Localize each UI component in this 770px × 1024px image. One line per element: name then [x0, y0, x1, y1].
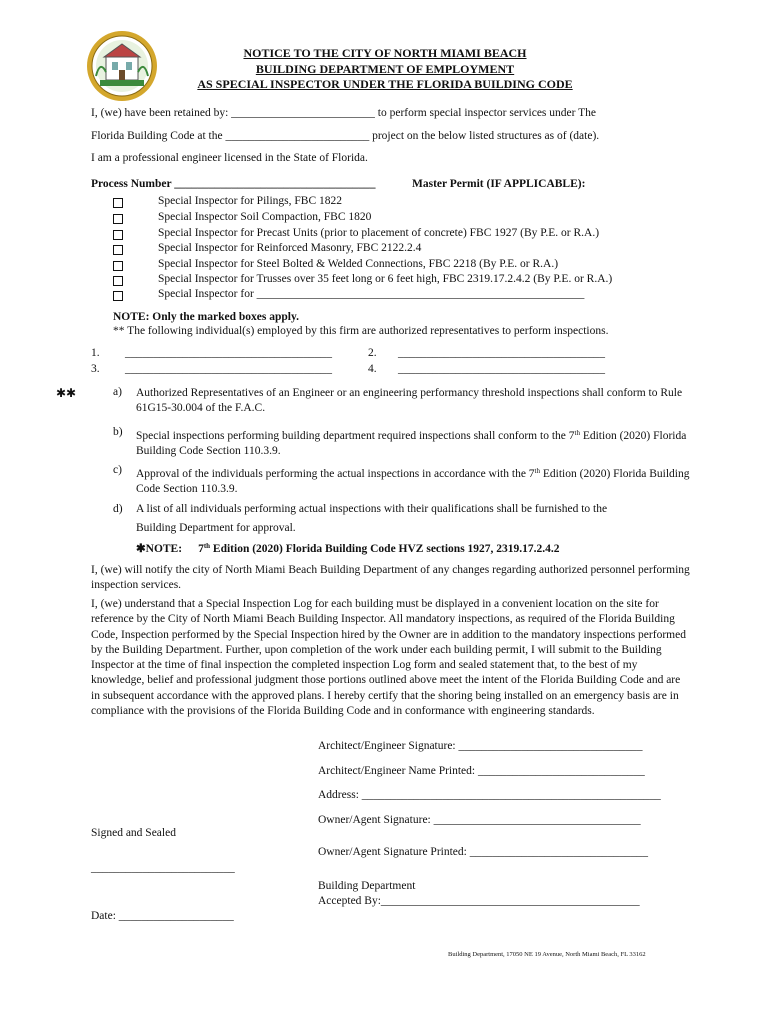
- individual-number: 2.: [368, 347, 377, 359]
- checkbox-pilings[interactable]: [113, 198, 123, 208]
- superscript: th: [574, 429, 580, 437]
- owner-printed-field[interactable]: Owner/Agent Signature Printed: _______________________________: [318, 846, 648, 858]
- clause-label: b): [113, 426, 123, 438]
- individual-number: 1.: [91, 347, 100, 359]
- clause-a-text: Authorized Representatives of an Engineer or an engineering performancy threshold inspections shall conform to Rule 61G15-30.004 of the F.A.C.: [136, 387, 683, 415]
- project-line: Florida Building Code at the _________________________ project on the below listed structures as of (date).: [91, 130, 600, 142]
- note-prefix: ✱NOTE:: [136, 543, 183, 555]
- stars-mark: ✱✱: [56, 386, 77, 400]
- inspection-item: Special Inspector for Reinforced Masonry, FBC 2122.2.4: [158, 242, 422, 254]
- clause-d-line1: A list of all individuals performing actual inspections with their qualifications shall be furnished to the: [136, 503, 608, 515]
- clause-c-part: Approval of the individuals performing the actual inspections in accordance with the 7: [136, 468, 535, 480]
- clause-d-line2: Building Department for approval.: [136, 522, 296, 534]
- inspection-item: Special Inspector for Precast Units (prior to placement of concrete) FBC 1927 (By P.E. or R.A.): [158, 227, 600, 239]
- checkbox-masonry[interactable]: [113, 245, 123, 255]
- signed-sealed-label: Signed and Sealed: [91, 827, 176, 839]
- accepted-by-field[interactable]: Accepted By:_____________________________________________: [318, 895, 640, 907]
- address-field[interactable]: Address: ____________________________________________________: [318, 789, 661, 801]
- note-rest: Edition (2020) Florida Building Code HVZ sections 1927, 2319.17.2.4.2: [210, 543, 560, 555]
- individual-blank: ____________________________________: [125, 363, 332, 375]
- inspection-item: Special Inspector for _________________________________________________________: [158, 288, 585, 300]
- date-field[interactable]: Date: ____________________: [91, 910, 234, 922]
- checkbox-steel[interactable]: [113, 261, 123, 271]
- process-number-field: Process Number ___________________________________: [91, 178, 376, 190]
- clause-c-text: [136, 464, 696, 498]
- checkbox-trusses[interactable]: [113, 276, 123, 286]
- building-dept-label: Building Department: [318, 880, 416, 892]
- title-line-1: NOTICE TO THE CITY OF NORTH MIAMI BEACH: [243, 46, 527, 60]
- clause-label: d): [113, 503, 123, 515]
- checkbox-precast[interactable]: [113, 230, 123, 240]
- clause-label: c): [113, 464, 122, 476]
- inspection-item: Special Inspector for Pilings, FBC 1822: [158, 195, 342, 207]
- clause-b-part: Edition (2020) Florida Building Code Section 110.3.9.: [136, 430, 687, 458]
- checkbox-other[interactable]: [113, 291, 123, 301]
- retained-by-line: I, (we) have been retained by: _________________________ to perform special inspector services under The: [91, 107, 597, 119]
- owner-signature-field[interactable]: Owner/Agent Signature: ____________________________________: [318, 814, 641, 826]
- architect-name-field[interactable]: Architect/Engineer Name Printed: _____________________________: [318, 765, 645, 777]
- master-permit-label: Master Permit (IF APPLICABLE):: [412, 178, 586, 190]
- notify-paragraph: I, (we) will notify the city of North Miami Beach Building Department of any changes regarding authorized personnel performing inspection services.: [91, 564, 690, 592]
- authorized-note: ** The following individual(s) employed by this firm are authorized representatives to perform inspections.: [113, 325, 609, 337]
- hvz-note: [136, 541, 560, 555]
- clause-c-part: Edition (2020) Florida Building Code Section 110.3.9.: [136, 468, 690, 496]
- seal-signature-line[interactable]: _________________________: [91, 862, 235, 874]
- title-line-3: AS SPECIAL INSPECTOR UNDER THE FLORIDA BUILDING CODE: [197, 77, 573, 91]
- checkbox-soil[interactable]: [113, 214, 123, 224]
- clause-b-part: Special inspections performing building department required inspections shall conform to the 7: [136, 430, 575, 442]
- clause-label: a): [113, 386, 122, 398]
- inspection-item: Special Inspector for Trusses over 35 feet long or 6 feet high, FBC 2319.17.2.4.2 (By P.E. or R.A.): [158, 273, 613, 285]
- marked-boxes-note: NOTE: Only the marked boxes apply.: [113, 311, 299, 323]
- superscript: th: [203, 542, 211, 550]
- understand-paragraph: I, (we) understand that a Special Inspection Log for each building must be displayed in a convenient location on the site for reference by the City of North Miami Beach Building Inspector. All mandatory inspections, as required of the Florida Building Code, Inspection performed by the Special Inspection hired by the Owner are in addition to the mandatory inspections performed by the Building Department. Further, upon completion of the work under each building permit, I will submit to the Building Inspector at the time of final inspection the completed inspection Log form and sealed statement that, to the best of my knowledge, belief and professional judgment those portions outlined above meet the intent of the Florida Building Code and are in subsequent accordance with the approved plans. I hereby certify that the shoring being installed on an emergency basis are in compliance with the provisions of the Florida Building Code and in conformance with engineering standards.: [91, 598, 686, 718]
- architect-signature-field[interactable]: Architect/Engineer Signature: ________________________________: [318, 740, 643, 752]
- superscript: th: [534, 467, 540, 475]
- individual-blank: ____________________________________: [125, 347, 332, 359]
- footer-address: Building Department, 17050 NE 19 Avenue, North Miami Beach, FL 33162: [448, 951, 646, 958]
- license-line: I am a professional engineer licensed in the State of Florida.: [91, 152, 368, 164]
- inspection-item: Special Inspector for Steel Bolted & Welded Connections, FBC 2218 (By P.E. or R.A.): [158, 258, 559, 270]
- individual-blank: ____________________________________: [398, 347, 605, 359]
- note-edition-number: 7: [198, 543, 204, 555]
- clause-b-text: [136, 426, 696, 460]
- inspection-item: Special Inspector Soil Compaction, FBC 1820: [158, 211, 372, 223]
- individual-number: 3.: [91, 363, 100, 375]
- individual-number: 4.: [368, 363, 377, 375]
- individual-blank: ____________________________________: [398, 363, 605, 375]
- title-line-2: BUILDING DEPARTMENT OF EMPLOYMENT: [255, 62, 515, 76]
